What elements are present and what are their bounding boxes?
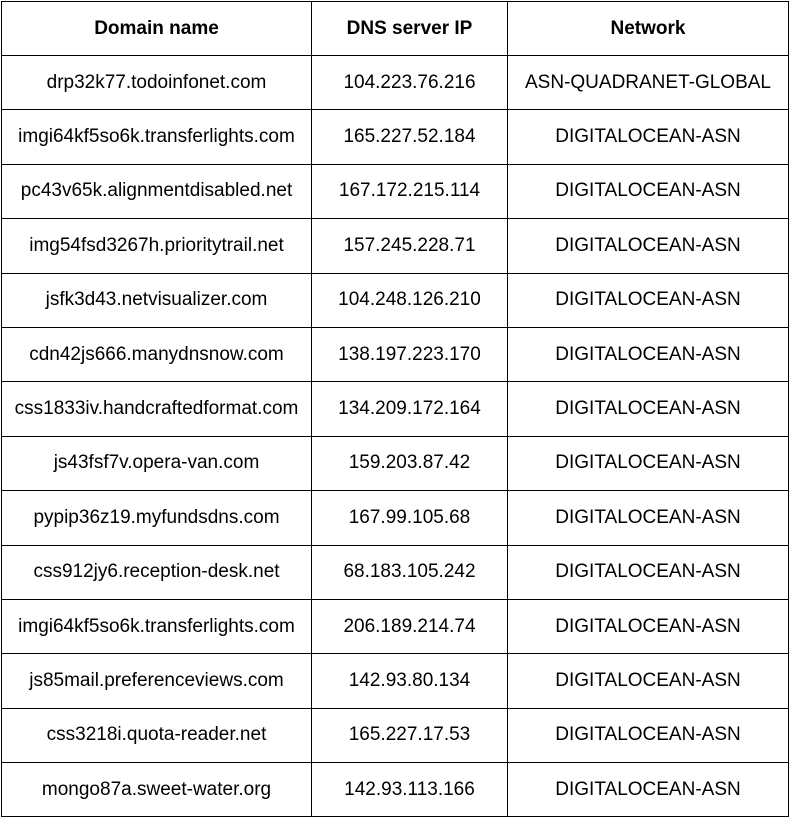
ip-cell: 138.197.223.170	[312, 327, 508, 381]
network-cell: DIGITALOCEAN-ASN	[508, 382, 789, 436]
ip-cell: 167.99.105.68	[312, 491, 508, 545]
table-row	[2, 708, 789, 762]
ip-cell: 68.183.105.242	[312, 545, 508, 599]
domain-cell: drp32k77.todoinfonet.com	[2, 56, 312, 110]
domain-cell: pypip36z19.myfundsdns.com	[2, 491, 312, 545]
network-cell: DIGITALOCEAN-ASN	[508, 110, 789, 164]
ip-cell: 165.227.52.184	[312, 110, 508, 164]
dns-server-table	[1, 1, 789, 817]
table-row	[2, 599, 789, 653]
domain-cell: css3218i.quota-reader.net	[2, 708, 312, 762]
table-row	[2, 763, 789, 817]
ip-cell: 159.203.87.42	[312, 436, 508, 490]
network-cell: DIGITALOCEAN-ASN	[508, 273, 789, 327]
column-header-domain-name: Domain name	[2, 2, 312, 56]
table-row	[2, 436, 789, 490]
network-cell: DIGITALOCEAN-ASN	[508, 327, 789, 381]
network-cell: DIGITALOCEAN-ASN	[508, 436, 789, 490]
domain-cell: js85mail.preferenceviews.com	[2, 654, 312, 708]
table-row	[2, 110, 789, 164]
network-cell: DIGITALOCEAN-ASN	[508, 491, 789, 545]
table-header-row	[2, 2, 789, 56]
table-row	[2, 219, 789, 273]
network-cell: DIGITALOCEAN-ASN	[508, 164, 789, 218]
table-row	[2, 654, 789, 708]
table-row	[2, 491, 789, 545]
table-row	[2, 545, 789, 599]
domain-cell: js43fsf7v.opera-van.com	[2, 436, 312, 490]
ip-cell: 142.93.80.134	[312, 654, 508, 708]
domain-cell: jsfk3d43.netvisualizer.com	[2, 273, 312, 327]
network-cell: ASN-QUADRANET-GLOBAL	[508, 56, 789, 110]
column-header-dns-server-ip: DNS server IP	[312, 2, 508, 56]
network-cell: DIGITALOCEAN-ASN	[508, 654, 789, 708]
ip-cell: 206.189.214.74	[312, 599, 508, 653]
network-cell: DIGITALOCEAN-ASN	[508, 545, 789, 599]
table-row	[2, 164, 789, 218]
ip-cell: 165.227.17.53	[312, 708, 508, 762]
table-row	[2, 382, 789, 436]
network-cell: DIGITALOCEAN-ASN	[508, 708, 789, 762]
column-header-network: Network	[508, 2, 789, 56]
table-row	[2, 273, 789, 327]
network-cell: DIGITALOCEAN-ASN	[508, 599, 789, 653]
domain-cell: pc43v65k.alignmentdisabled.net	[2, 164, 312, 218]
ip-cell: 104.223.76.216	[312, 56, 508, 110]
table-row	[2, 56, 789, 110]
network-cell: DIGITALOCEAN-ASN	[508, 219, 789, 273]
domain-cell: css912jy6.reception-desk.net	[2, 545, 312, 599]
ip-cell: 167.172.215.114	[312, 164, 508, 218]
domain-cell: imgi64kf5so6k.transferlights.com	[2, 110, 312, 164]
domain-cell: css1833iv.handcraftedformat.com	[2, 382, 312, 436]
ip-cell: 134.209.172.164	[312, 382, 508, 436]
domain-cell: imgi64kf5so6k.transferlights.com	[2, 599, 312, 653]
domain-cell: cdn42js666.manydnsnow.com	[2, 327, 312, 381]
ip-cell: 157.245.228.71	[312, 219, 508, 273]
ip-cell: 142.93.113.166	[312, 763, 508, 817]
table-row	[2, 327, 789, 381]
domain-cell: img54fsd3267h.prioritytrail.net	[2, 219, 312, 273]
ip-cell: 104.248.126.210	[312, 273, 508, 327]
domain-cell: mongo87a.sweet-water.org	[2, 763, 312, 817]
network-cell: DIGITALOCEAN-ASN	[508, 763, 789, 817]
